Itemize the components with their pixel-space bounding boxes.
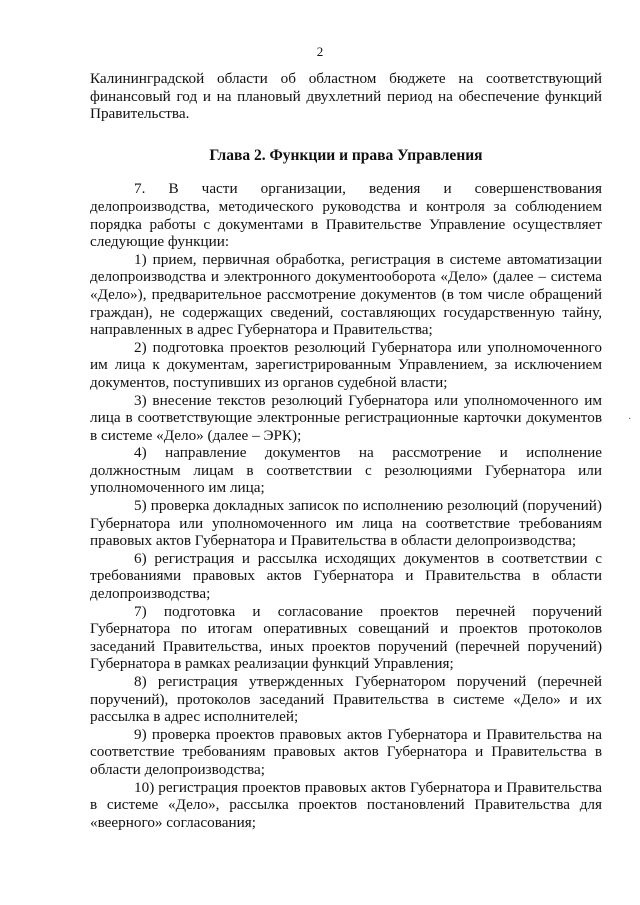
list-item-9: 9) проверка проектов правовых актов Губернатора и Правительства на соответствие требованиям правовых актов Губернатора и Правительства в области делопроизводства;	[90, 725, 602, 778]
list-item-7: 7) подготовка и согласование проектов перечней поручений Губернатора по итогам оперативных совещаний и проектов протоколов заседаний Правительства, иных проектов поручений (перечней поручений) Губернатора в рамках реализации функций Управления;	[90, 602, 602, 673]
list-item-3: 3) внесение текстов резолюций Губернатора или уполномоченного им лица в соответствующие электронные регистрационные карточки документов в системе «Дело» (далее – ЭРК);	[90, 391, 602, 444]
clause-7-paragraph: 7. В части организации, ведения и совершенствования делопроизводства, методического руководства и контроля за соблюдением порядка работы с документами в Правительстве Управление осуществляет следующие функции:	[90, 180, 602, 251]
list-item-8: 8) регистрация утвержденных Губернатором поручений (перечней поручений), протоколов заседаний Правительства в системе «Дело» и их рассылка в адрес исполнителей;	[90, 673, 602, 726]
page-number: 2	[316, 44, 324, 59]
list-item-5: 5) проверка докладных записок по исполнению резолюций (поручений) Губернатора или уполномоченного им лица на соответствие требованиям правовых актов Губернатора и Правительства в области делопроизводства;	[90, 497, 602, 550]
list-item-2: 2) подготовка проектов резолюций Губернатора или уполномоченного им лица к документам, зарегистрированным Управлением, за исключением документов, поступивших из органов судебной власти;	[90, 338, 602, 391]
list-item-4: 4) направление документов на рассмотрение и исполнение должностным лицам в соответствии с резолюциями Губернатора или уполномоченного им лица;	[90, 444, 602, 497]
margin-tick-mark: ·	[628, 414, 632, 425]
list-item-1: 1) прием, первичная обработка, регистрация в системе автоматизации делопроизводства и электронного документооборота «Дело» (далее – система «Дело»), предварительное рассмотрение документов (в том числе обращений граждан), не содержащих сведений, составляющих государственную тайну, направленных в адрес Губернатора и Правительства;	[90, 250, 602, 339]
list-item-10: 10) регистрация проектов правовых актов Губернатора и Правительства в системе «Дело», рассылка проектов постановлений Правительства для «веерного» согласования;	[90, 778, 602, 831]
intro-paragraph: Калининградской области об областном бюджете на соответствующий финансовый год и на плановый двухлетний период на обеспечение функций Правительства.	[90, 70, 602, 123]
page-content	[90, 70, 602, 831]
list-item-6: 6) регистрация и рассылка исходящих документов в соответствии с требованиями правовых актов Губернатора и Правительства в области делопроизводства;	[90, 549, 602, 603]
chapter-heading: Глава 2. Функции и права Управления	[209, 146, 483, 164]
